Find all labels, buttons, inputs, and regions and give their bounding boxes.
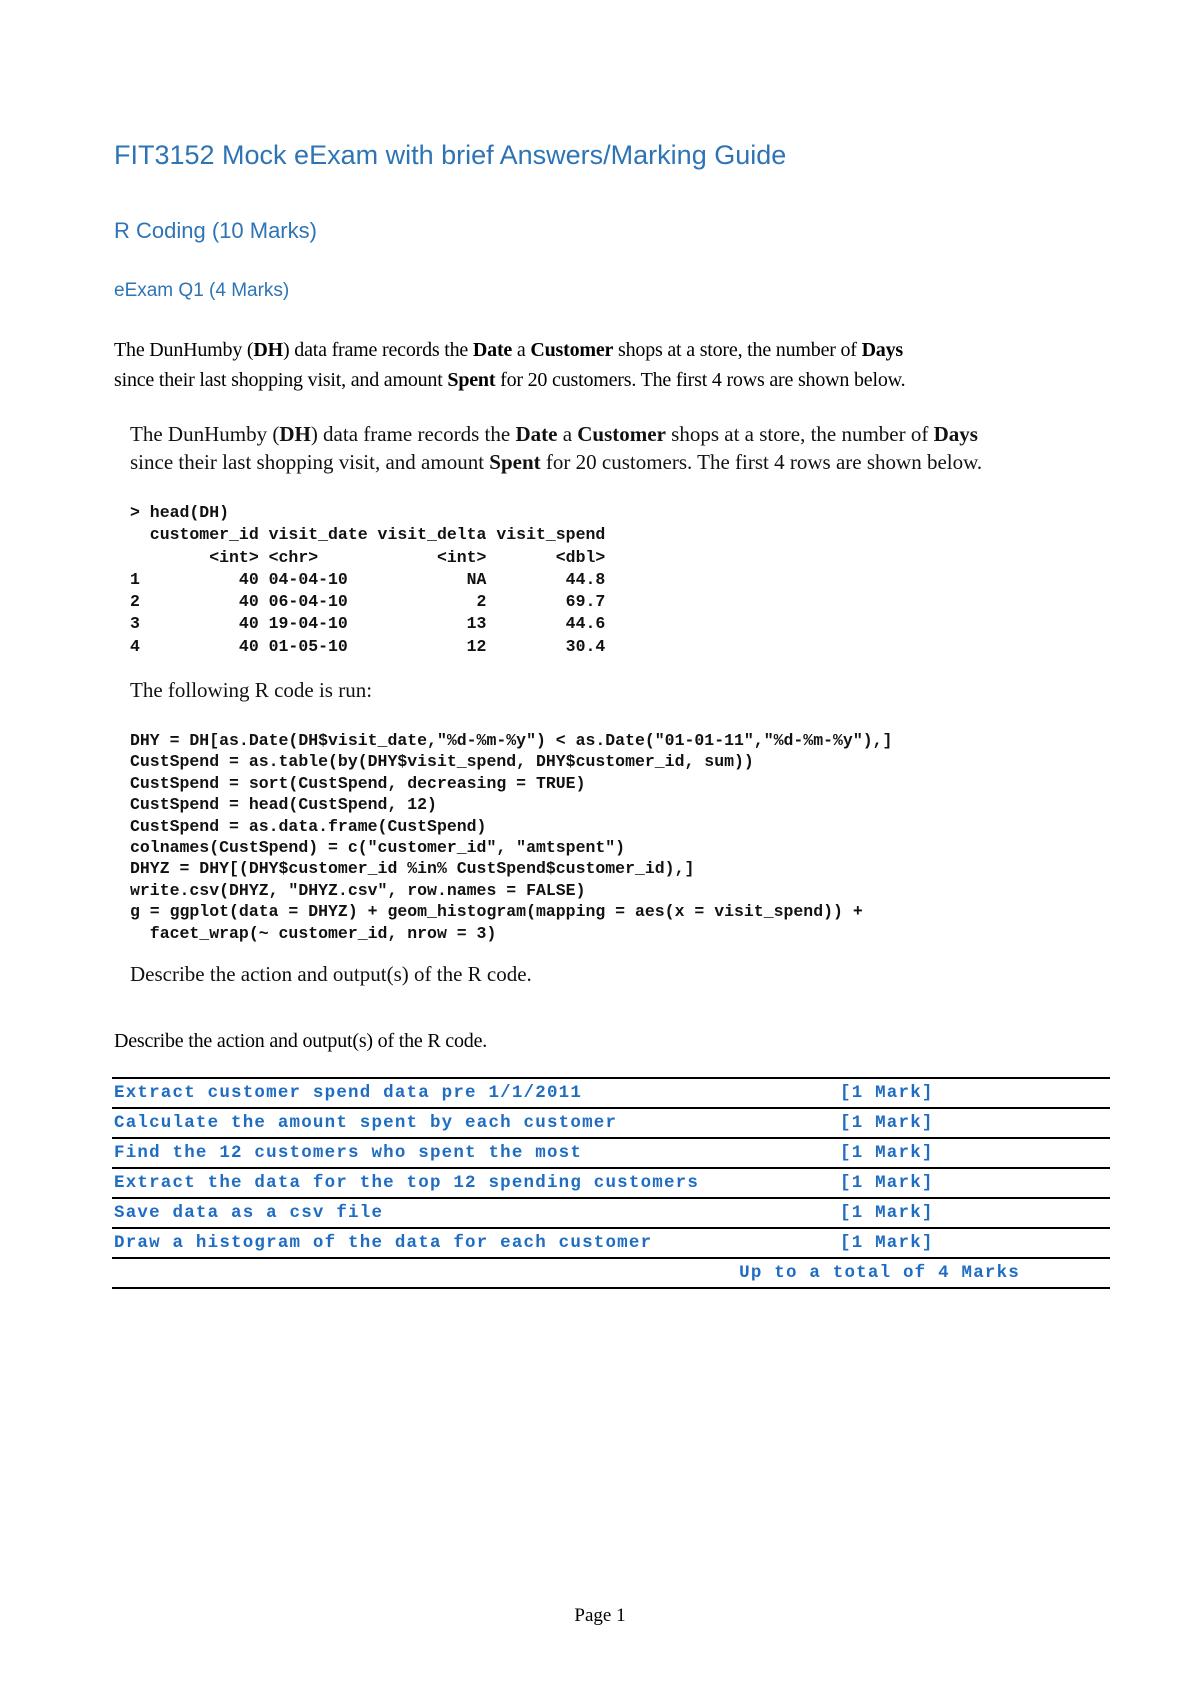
marking-guide-table — [112, 1077, 1110, 1289]
answer-mark: [1 Mark] — [838, 1078, 1110, 1108]
total-row — [112, 1258, 1110, 1288]
total-marks: Up to a total of 4 Marks — [112, 1258, 1110, 1288]
answer-text: Find the 12 customers who spent the most — [112, 1138, 838, 1168]
marking-row — [112, 1078, 1110, 1108]
section-heading: R Coding (10 Marks) — [114, 218, 317, 243]
marking-row — [112, 1168, 1110, 1198]
head-output-code: > head(DH) customer_id visit_date visit_delta visit_spend <int> <chr> <int> <dbl> 1 40 04-04-10 NA 44.8 2 40 06-04-10 2 69.7 3 40 19-04-10 13 44.6 4 40 01-05-10 12 30.4 — [130, 503, 606, 656]
document-title: FIT3152 Mock eExam with brief Answers/Marking Guide — [114, 140, 787, 170]
question-intro: The DunHumby (DH) data frame records the Date a Customer shops at a store, the number of Days since their last shopping visit, and amount Spent for 20 customers. The first 4 rows are shown below. — [114, 339, 906, 391]
describe-prompt: Describe the action and output(s) of the R code. — [114, 1030, 488, 1052]
run-label: The following R code is run: — [130, 678, 373, 702]
answer-mark: [1 Mark] — [838, 1228, 1110, 1258]
page-number: Page 1 — [574, 1605, 626, 1626]
r-code-block: DHY = DH[as.Date(DH$visit_date,"%d-%m-%y") < as.Date("01-01-11","%d-%m-%y"),] CustSpend = as.table(by(DHY$visit_spend, DHY$customer_id, sum)) CustSpend = sort(CustSpend, decreasing = TRUE) CustSpend = head(CustSpend, 12) CustSpend = as.data.frame(CustSpend) colnames(CustSpend) = c("customer_id", "amtspent") DHYZ = DHY[(DHY$customer_id %in% CustSpend$customer_id),] write.csv(DHYZ, "DHYZ.csv", row.names = FALSE) g = ggplot(data = DHYZ) + geom_histogram(mapping = aes(x = visit_spend)) + facet_wrap(~ customer_id, nrow = 3) — [130, 731, 893, 943]
answer-mark: [1 Mark] — [838, 1168, 1110, 1198]
marking-row — [112, 1108, 1110, 1138]
marking-row — [112, 1138, 1110, 1168]
question-heading: eExam Q1 (4 Marks) — [114, 280, 290, 301]
question-image — [120, 414, 1100, 994]
answer-text: Extract customer spend data pre 1/1/2011 — [112, 1078, 838, 1108]
answer-text: Save data as a csv file — [112, 1198, 838, 1228]
answer-text: Calculate the amount spent by each customer — [112, 1108, 838, 1138]
answer-text: Extract the data for the top 12 spending customers — [112, 1168, 838, 1198]
answer-mark: [1 Mark] — [838, 1138, 1110, 1168]
image-describe-text: Describe the action and output(s) of the R code. — [130, 962, 532, 986]
answer-text: Draw a histogram of the data for each customer — [112, 1228, 838, 1258]
marking-row — [112, 1198, 1110, 1228]
marking-row — [112, 1228, 1110, 1258]
image-intro-text: The DunHumby (DH) data frame records the Date a Customer shops at a store, the number of Days since their last shopping visit, and amount Spent for 20 customers. The first 4 rows are shown below. — [130, 422, 983, 474]
answer-mark: [1 Mark] — [838, 1108, 1110, 1138]
answer-mark: [1 Mark] — [838, 1198, 1110, 1228]
